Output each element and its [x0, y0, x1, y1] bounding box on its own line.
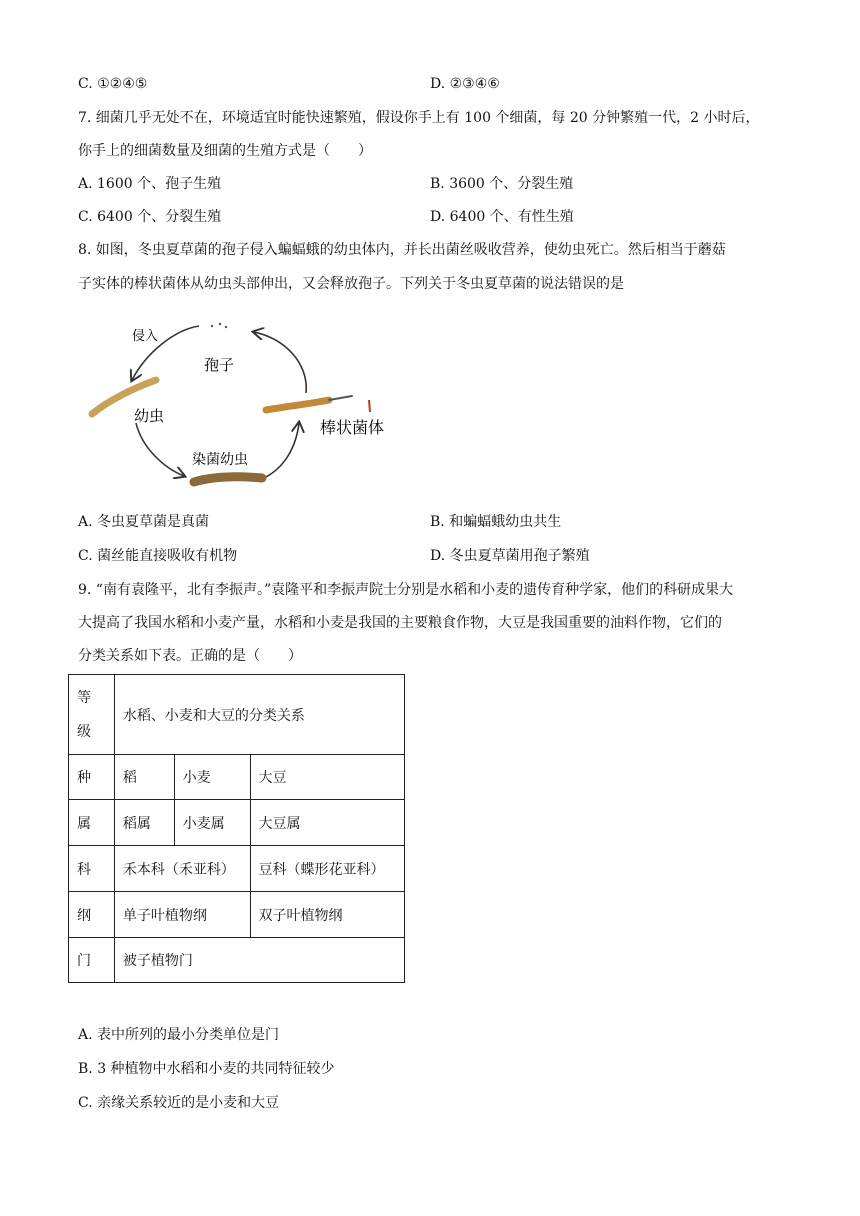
- q8-option-a: A. 冬虫夏草菌是真菌: [78, 514, 210, 530]
- label-spore: 孢子: [204, 356, 235, 374]
- q9-option-a: A. 表中所列的最小分类单位是门: [78, 1027, 280, 1043]
- family-grass: 禾本科（禾亚科）: [114, 846, 250, 892]
- table-row: [69, 938, 405, 983]
- q8-option-c: C. 菌丝能直接吸收有机物: [78, 548, 238, 564]
- q8-stem-line-1: 8. 如图，冬虫夏草菌的孢子侵入蝙蝠蛾的幼虫体内，并长出菌丝吸收营养，使幼虫死亡。然后相当于蘑菇: [78, 242, 726, 258]
- header-title: 水稻、小麦和大豆的分类关系: [114, 675, 404, 755]
- class-mono: 单子叶植物纲: [114, 892, 250, 938]
- class-di: 双子叶植物纲: [250, 892, 404, 938]
- genus-rice: 稻属: [114, 800, 174, 846]
- q8-stem-line-2: 子实体的棒状菌体从幼虫头部伸出，又会释放孢子。下列关于冬虫夏草菌的说法错误的是: [78, 276, 624, 292]
- q7-stem-line-1: 7. 细菌几乎无处不在，环境适宜时能快速繁殖，假设你手上有 100 个细菌，每 20 分钟繁殖一代，2 小时后，: [78, 110, 760, 126]
- table-row: [69, 846, 405, 892]
- spore-dots: [211, 323, 227, 328]
- label-infected-larva: 染菌幼虫: [192, 452, 248, 468]
- q7-stem-line-2: 你手上的细菌数量及细菌的生殖方式是（ ）: [78, 143, 372, 159]
- q9-stem-line-2: 大提高了我国水稻和小麦产量，水稻和小麦是我国的主要粮食作物，大豆是我国重要的油料作物，它们的: [78, 615, 722, 631]
- q7-option-b: B. 3600 个、分裂生殖: [430, 176, 574, 192]
- species-label: 种: [69, 755, 115, 800]
- cordyceps-life-cycle-diagram: [84, 318, 404, 498]
- header-rank: [69, 675, 115, 755]
- q8-option-b: B. 和蝙蝠蛾幼虫共生: [430, 514, 562, 530]
- stroma-tip: [369, 400, 370, 412]
- table-row: [69, 755, 405, 800]
- stroma-larva-image: [266, 400, 329, 410]
- family-legume: 豆科（蝶形花亚科）: [250, 846, 404, 892]
- q7-option-d: D. 6400 个、有性生殖: [430, 209, 574, 225]
- q7-option-c: C. 6400 个、分裂生殖: [78, 209, 222, 225]
- table-row: [69, 675, 405, 755]
- genus-wheat: 小麦属: [174, 800, 250, 846]
- family-label: 科: [69, 846, 115, 892]
- header-rank-2: 级: [77, 723, 91, 740]
- species-soy: 大豆: [250, 755, 404, 800]
- label-larva: 幼虫: [134, 407, 165, 425]
- genus-label: 属: [69, 800, 115, 846]
- species-wheat: 小麦: [174, 755, 250, 800]
- table-row: [69, 892, 405, 938]
- q9-option-c: C. 亲缘关系较近的是小麦和大豆: [78, 1095, 280, 1111]
- classification-table: [68, 674, 405, 983]
- stroma-stalk: [329, 396, 352, 400]
- arrow-infect: [136, 423, 184, 476]
- q8-option-d: D. 冬虫夏草菌用孢子繁殖: [430, 548, 590, 564]
- label-stroma: 棒状菌体: [320, 418, 385, 437]
- arrow-release: [254, 332, 306, 393]
- infected-larva-image: [194, 477, 262, 482]
- genus-soy: 大豆属: [250, 800, 404, 846]
- label-invade: 侵入: [132, 329, 159, 344]
- arrow-grow: [264, 423, 299, 478]
- header-rank-1: 等: [77, 689, 91, 706]
- q9-option-b: B. 3 种植物中水稻和小麦的共同特征较少: [78, 1061, 335, 1077]
- species-rice: 稻: [114, 755, 174, 800]
- q6-option-c: C. ①②④⑤: [78, 76, 148, 92]
- phylum-label: 门: [69, 938, 115, 983]
- phylum: 被子植物门: [114, 938, 404, 983]
- q9-stem-line-3: 分类关系如下表。正确的是（ ）: [78, 648, 302, 664]
- q9-stem-line-1: 9. “南有袁隆平，北有李振声。”袁隆平和李振声院士分别是水稻和小麦的遗传育种学家，他们的科研成果大: [78, 582, 734, 598]
- q6-option-d: D. ②③④⑥: [430, 76, 500, 92]
- table-row: [69, 800, 405, 846]
- class-label: 纲: [69, 892, 115, 938]
- q7-option-a: A. 1600 个、孢子生殖: [78, 176, 222, 192]
